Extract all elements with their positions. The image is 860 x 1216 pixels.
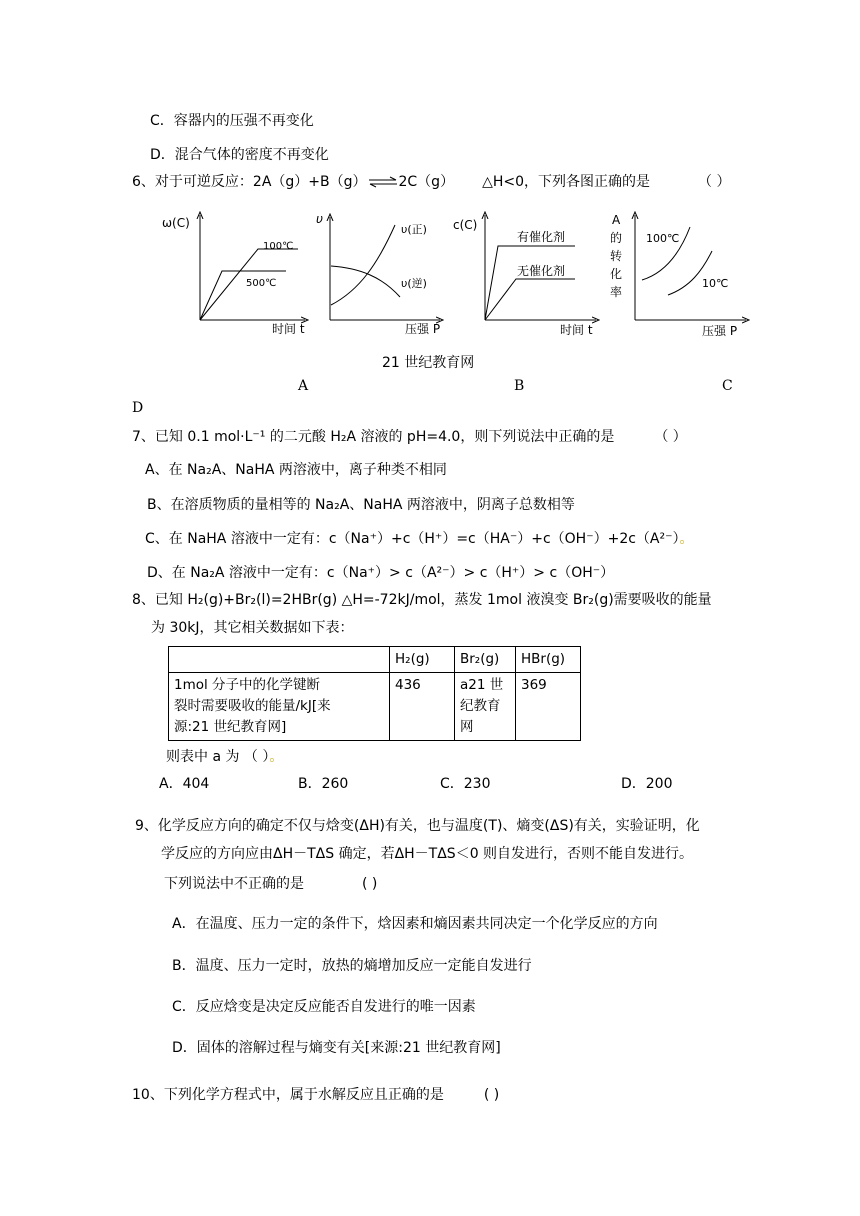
graph-d-ylabel-char: A [612,213,621,227]
q8-option-a: A．404 [159,776,210,792]
q6-answer-paren: （ ） [698,174,731,190]
cell-line: a21 世 [460,677,504,693]
table-row-label [169,673,390,741]
q7-option-d: D、在 Na₂A 溶液中一定有：c（Na⁺）> c（A²⁻）> c（H⁺）> c（OH⁻） [147,565,615,581]
q10-stem [132,1086,499,1104]
q10-stem-text: 10、下列化学方程式中，属于水解反应且正确的是 [132,1087,444,1103]
graph-c-curve2-label: 无催化剂 [517,264,566,278]
q7-option-c-text: C、在 NaHA 溶液中一定有：c（Na⁺）+c（H⁺）=c（HA⁻）+c（OH⁻）+2c（A²⁻） [145,531,680,547]
bond-energy-table [168,646,581,741]
graph-a-curve1-label: 100℃ [263,241,294,252]
cell-line: 纪教育 [460,698,501,714]
graph-b-curve2-label: υ(逆) [401,277,427,290]
graph-c-ylabel: c(C) [453,218,478,232]
row-label-line: 1mol 分子中的化学键断 [174,677,321,693]
q10-answer-paren: ( ) [483,1087,500,1103]
q6-stem-a: 6、对于可逆反应：2A（g）+B（g） [132,174,367,190]
graph-b-curve1-label: υ(正) [401,223,427,236]
q6-watermark: 21 世纪教育网 [382,355,475,371]
q8-stem-line2: 为 30kJ，其它相关数据如下表： [151,620,354,636]
q8-option-c: C．230 [440,776,491,792]
graph-a-ylabel: ω(C) [162,216,190,230]
graph-d [610,213,746,338]
equilibrium-arrows-icon [368,176,398,188]
graph-b-ylabel: υ [316,212,323,226]
graph-d-curve2-label: 10℃ [702,277,729,290]
graph-a [162,215,305,336]
graph-label-b: B [514,378,525,394]
q7-option-b: B、在溶质物质的量相等的 Na₂A、NaHA 两溶液中，阴离子总数相等 [147,497,575,513]
q8-stem-line1: 8、已知 H₂(g)+Br₂(l)=2HBr(g) △H=-72kJ/mol，蒸发 1mol 液溴变 Br₂(g)需要吸收的能量 [132,592,712,608]
q8-option-d: D．200 [621,776,673,792]
q5-option-d: D．混合气体的密度不再变化 [150,147,329,163]
graph-d-ylabel-char: 化 [610,267,623,281]
table-header-cell: H₂(g) [390,647,455,673]
table-cell-hbr: 369 [516,673,581,741]
graph-label-d: D [132,400,144,416]
q9-answer-paren: ( ) [362,876,378,892]
graph-d-ylabel-char: 率 [610,285,623,299]
graph-c-curve1-label: 有催化剂 [517,230,566,244]
q7-option-c: C、在 NaHA 溶液中一定有：c（Na⁺）+c（H⁺）=c（HA⁻）+c（OH⁻）+2c（A²⁻）。 [145,531,694,547]
q7-option-a: A、在 Na₂A、NaHA 两溶液中，离子种类不相同 [145,462,447,478]
row-label-line: 源:21 世纪教育网] [174,719,287,735]
graph-c-xlabel: 时间 t [560,323,593,337]
q6-graphs [0,205,860,355]
graph-d-ylabel-char: 转 [610,249,623,263]
q9-stem-line2: 学反应的方向应由ΔH－TΔS 确定，若ΔH－TΔS＜0 则自发进行，否则不能自发进行。 [161,846,694,862]
table-cell-h2: 436 [390,673,455,741]
table-cell-br2 [455,673,516,741]
q8-option-b: B．260 [298,776,349,792]
q9-stem-line1: 9、化学反应方向的确定不仅与焓变(ΔH)有关，也与温度(T)、熵变(ΔS)有关，实验证明，化 [135,818,700,834]
graph-a-curve2-label: 500℃ [246,278,277,289]
q6-stem-c: △H<0，下列各图正确的是 [482,174,651,190]
q7-stem-text: 7、已知 0.1 mol·L⁻¹ 的二元酸 H₂A 溶液的 pH=4.0，则下列说法中正确的是 [132,429,615,445]
graph-label-c: C [722,378,733,394]
table-header-row [169,647,581,673]
q6-stem-b: 2C（g） [398,174,455,190]
table-row [169,673,581,741]
q5-option-c: C．容器内的压强不再变化 [150,113,314,129]
graph-b [316,212,440,336]
q9-stem-line3 [164,875,377,893]
graph-d-curve1-label: 100℃ [646,232,680,245]
graph-d-ylabel-char: 的 [610,231,623,245]
q9-option-b: B．温度、压力一定时，放热的熵增加反应一定能自发进行 [172,958,532,974]
row-label-line: 裂时需要吸收的能量/kJ[来 [174,698,331,714]
q8-ask-text: 则表中 a 为 （ ） [166,749,270,765]
cell-line: 网 [460,719,474,735]
q6-stem [132,173,730,191]
q9-option-a: A．在温度、压力一定的条件下，焓因素和熵因素共同决定一个化学反应的方向 [172,916,658,932]
table-header-cell [169,647,390,673]
graph-label-a: A [298,378,309,394]
graph-c [453,215,596,337]
q8-ask: 则表中 a 为 （ ）。 [166,749,284,765]
q9-option-d: D．固体的溶解过程与熵变有关[来源:21 世纪教育网] [172,1040,501,1056]
table-header-cell: Br₂(g) [455,647,516,673]
q9-stem-line3-text: 下列说法中不正确的是 [164,876,304,892]
table-header-cell: HBr(g) [516,647,581,673]
q7-stem [132,428,687,446]
graph-d-xlabel: 压强 P [702,324,738,338]
graph-a-xlabel: 时间 t [272,322,305,336]
graph-b-xlabel: 压强 P [405,322,441,336]
q7-answer-paren: （ ） [654,429,687,445]
q9-option-c: C．反应焓变是决定反应能否自发进行的唯一因素 [172,999,476,1015]
